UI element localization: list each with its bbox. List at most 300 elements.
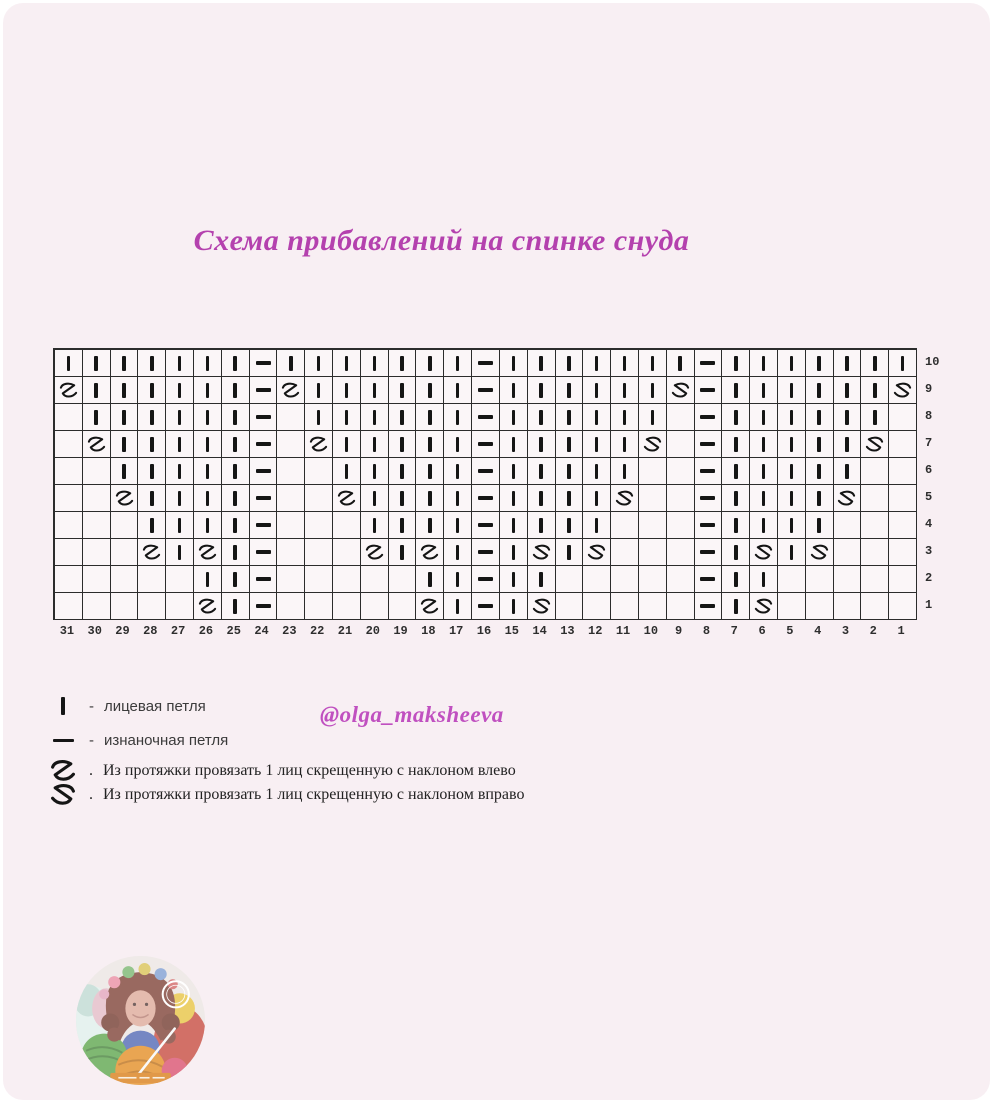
grid-cell: [556, 350, 584, 377]
column-number: 26: [198, 624, 214, 638]
grid-cell: [333, 593, 361, 620]
grid-cell: [667, 566, 695, 593]
grid-cell: [55, 404, 83, 431]
grid-cell: [806, 593, 834, 620]
column-number: 19: [393, 624, 408, 638]
knit-stitch-icon: [428, 410, 432, 425]
legend-item: [39, 782, 524, 808]
grid-cell: [778, 566, 806, 593]
grid-cell: [333, 377, 361, 404]
knit-stitch-icon: [94, 410, 98, 425]
grid-cell: [83, 539, 111, 566]
column-number: 9: [675, 624, 683, 638]
grid-cell: [444, 431, 472, 458]
knit-stitch-icon: [428, 518, 432, 533]
grid-cell: [333, 539, 361, 566]
knit-stitch-icon: [678, 356, 682, 371]
grid-cell: [250, 539, 278, 566]
grid-cell: [861, 404, 889, 431]
chart-grid: [53, 348, 917, 620]
grid-cell: [250, 404, 278, 431]
grid-cell: [750, 485, 778, 512]
grid-cell: [639, 593, 667, 620]
grid-cell: [55, 593, 83, 620]
grid-cell: [111, 404, 139, 431]
grid-cell: [166, 431, 194, 458]
knit-stitch-icon: [428, 383, 432, 398]
knit-stitch-icon: [567, 491, 571, 506]
grid-cell: [250, 350, 278, 377]
knit-stitch-icon: [178, 518, 182, 533]
purl-stitch-icon: [700, 415, 715, 419]
knit-stitch-icon: [150, 437, 154, 452]
purl-stitch-icon: [478, 361, 493, 365]
knit-stitch-icon: [428, 464, 432, 479]
grid-cell: [416, 350, 444, 377]
grid-cell: [166, 593, 194, 620]
knit-stitch-icon: [762, 356, 766, 371]
grid-cell: [861, 431, 889, 458]
grid-cell: [528, 566, 556, 593]
knit-stitch-icon: [539, 464, 543, 479]
knit-stitch-icon: [845, 356, 849, 371]
knit-stitch-icon: [595, 518, 599, 533]
grid-cell: [389, 350, 417, 377]
row-number: 9: [925, 381, 933, 396]
grid-cell: [528, 377, 556, 404]
grid-cell: [834, 377, 862, 404]
grid-cell: [583, 350, 611, 377]
grid-cell: [778, 485, 806, 512]
knit-stitch-icon: [845, 410, 849, 425]
knit-stitch-icon: [734, 410, 738, 425]
grid-cell: [889, 566, 917, 593]
knit-stitch-icon: [150, 410, 154, 425]
grid-cell: [416, 512, 444, 539]
grid-cell: [222, 431, 250, 458]
column-number: 17: [448, 624, 464, 638]
grid-cell: [806, 350, 834, 377]
knit-stitch-icon: [345, 383, 349, 398]
grid-cell: [695, 485, 723, 512]
grid-cell: [389, 431, 417, 458]
knit-stitch-icon: [734, 491, 738, 506]
knit-stitch-icon: [762, 410, 766, 425]
column-number: 3: [841, 624, 850, 638]
legend-icon-box: [39, 782, 87, 808]
grid-cell: [500, 485, 528, 512]
grid-cell: [639, 485, 667, 512]
grid-cell: [305, 593, 333, 620]
grid-cell: [361, 512, 389, 539]
knit-stitch-icon: [651, 410, 655, 425]
row-number: 7: [925, 435, 933, 450]
knit-stitch-icon: [345, 464, 349, 479]
knit-stitch-icon: [400, 383, 404, 398]
knit-stitch-icon: [428, 491, 432, 506]
knit-stitch-icon: [456, 491, 460, 506]
legend-label: Из протяжки провязать 1 лиц скрещенную с наклоном вправо: [103, 786, 525, 803]
grid-cell: [528, 458, 556, 485]
grid-cell: [194, 593, 222, 620]
grid-cell: [389, 485, 417, 512]
grid-cell: [861, 350, 889, 377]
grid-cell: [305, 458, 333, 485]
m1-right-icon: [531, 597, 552, 616]
m1-right-icon: [864, 435, 885, 454]
knit-stitch-icon: [734, 356, 738, 371]
grid-cell: [55, 566, 83, 593]
knit-stitch-icon: [595, 383, 599, 398]
grid-cell: [55, 512, 83, 539]
grid-cell: [138, 350, 166, 377]
grid-cell: [722, 485, 750, 512]
purl-stitch-icon: [256, 604, 271, 608]
grid-cell: [111, 512, 139, 539]
purl-stitch-icon: [700, 523, 715, 527]
purl-stitch-icon: [478, 523, 493, 527]
column-number: 24: [254, 624, 269, 638]
column-number: 30: [87, 624, 102, 638]
grid-cell: [722, 512, 750, 539]
grid-cell: [806, 458, 834, 485]
grid-cell: [472, 593, 500, 620]
grid-cell: [277, 512, 305, 539]
grid-cell: [889, 458, 917, 485]
knit-stitch-icon: [595, 437, 599, 452]
grid-cell: [750, 593, 778, 620]
column-number: 20: [365, 624, 380, 638]
grid-cell: [111, 431, 139, 458]
grid-cell: [639, 377, 667, 404]
knit-stitch-icon: [373, 383, 377, 398]
knit-stitch-icon: [845, 464, 849, 479]
grid-cell: [611, 431, 639, 458]
column-number: 25: [226, 624, 241, 638]
column-number: 23: [282, 624, 297, 638]
purl-stitch-icon: [700, 577, 715, 581]
knit-stitch-icon: [873, 383, 877, 398]
grid-cell: [472, 539, 500, 566]
grid-cell: [750, 512, 778, 539]
grid-cell: [556, 458, 584, 485]
grid-cell: [806, 404, 834, 431]
purl-stitch-icon: [256, 523, 271, 527]
knit-stitch-icon: [539, 410, 543, 425]
knit-stitch-icon: [567, 437, 571, 452]
knit-stitch-icon: [817, 437, 821, 452]
knit-stitch-icon: [790, 464, 794, 479]
grid-cell: [277, 350, 305, 377]
knit-stitch-icon: [206, 518, 210, 533]
grid-cell: [55, 485, 83, 512]
knit-stitch-icon: [317, 356, 321, 371]
knit-stitch-icon: [817, 518, 821, 533]
grid-cell: [583, 539, 611, 566]
grid-cell: [500, 539, 528, 566]
grid-cell: [611, 350, 639, 377]
grid-cell: [305, 377, 333, 404]
knit-stitch-icon: [206, 491, 210, 506]
grid-cell: [695, 566, 723, 593]
legend-separator: .: [89, 786, 93, 803]
grid-cell: [722, 404, 750, 431]
knit-stitch-icon: [428, 356, 432, 371]
knit-stitch-icon: [790, 545, 794, 560]
grid-cell: [806, 512, 834, 539]
column-number: 4: [814, 624, 822, 638]
knit-stitch-icon: [734, 383, 738, 398]
grid-cell: [83, 485, 111, 512]
legend-icon-box: [39, 739, 87, 743]
knit-stitch-icon: [512, 356, 516, 371]
grid-cell: [138, 539, 166, 566]
grid-cell: [834, 404, 862, 431]
knit-stitch-icon: [734, 437, 738, 452]
grid-cell: [305, 566, 333, 593]
grid-cell: [750, 350, 778, 377]
grid-cell: [528, 539, 556, 566]
knit-stitch-icon: [623, 356, 627, 371]
knit-stitch-icon: [456, 383, 460, 398]
grid-cell: [55, 377, 83, 404]
knit-stitch-icon: [734, 572, 738, 587]
knit-stitch-icon: [734, 545, 738, 560]
row-number: 5: [925, 489, 933, 504]
grid-cell: [500, 458, 528, 485]
grid-cell: [416, 404, 444, 431]
m1-left-icon: [280, 381, 301, 400]
grid-cell: [861, 485, 889, 512]
m1-left-icon: [114, 489, 135, 508]
knit-stitch-icon: [206, 464, 210, 479]
knit-stitch-icon: [762, 383, 766, 398]
grid-cell: [361, 593, 389, 620]
purl-stitch-icon: [700, 388, 715, 392]
grid-cell: [722, 458, 750, 485]
grid-cell: [722, 593, 750, 620]
m1-left-icon: [86, 435, 107, 454]
grid-cell: [389, 512, 417, 539]
grid-cell: [166, 458, 194, 485]
knit-stitch-icon: [623, 383, 627, 398]
knit-stitch-icon: [400, 545, 404, 560]
grid-cell: [389, 539, 417, 566]
knit-stitch-icon: [400, 464, 404, 479]
page-title: Схема прибавлений на спинке снуда: [193, 224, 690, 257]
purl-stitch-icon: [256, 577, 271, 581]
grid-cell: [778, 593, 806, 620]
grid-cell: [166, 404, 194, 431]
grid-cell: [583, 431, 611, 458]
purl-stitch-icon: [478, 604, 493, 608]
row-number: 8: [925, 408, 933, 423]
grid-cell: [416, 539, 444, 566]
column-number: 7: [730, 624, 738, 638]
knit-stitch-icon: [345, 356, 349, 371]
grid-cell: [222, 485, 250, 512]
grid-cell: [695, 458, 723, 485]
grid-cell: [695, 593, 723, 620]
grid-cell: [695, 431, 723, 458]
knit-stitch-icon: [790, 383, 794, 398]
purl-stitch-icon: [256, 388, 271, 392]
grid-cell: [528, 512, 556, 539]
grid-cell: [333, 512, 361, 539]
knit-stitch-icon: [456, 356, 460, 371]
grid-cell: [194, 539, 222, 566]
grid-cell: [83, 593, 111, 620]
grid-cell: [83, 566, 111, 593]
grid-cell: [250, 458, 278, 485]
grid-cell: [389, 593, 417, 620]
grid-cell: [722, 566, 750, 593]
row-numbers: [925, 348, 957, 618]
grid-cell: [138, 566, 166, 593]
purl-stitch-icon: [478, 469, 493, 473]
grid-cell: [556, 404, 584, 431]
grid-cell: [361, 485, 389, 512]
grid-cell: [277, 485, 305, 512]
m1-right-icon: [531, 543, 552, 562]
grid-cell: [472, 431, 500, 458]
knit-stitch-icon: [595, 356, 599, 371]
legend-separator: -: [89, 732, 94, 749]
m1-left-icon: [419, 543, 440, 562]
knit-stitch-icon: [233, 518, 237, 533]
grid-cell: [695, 350, 723, 377]
column-number: 11: [615, 624, 631, 638]
grid-cell: [750, 404, 778, 431]
grid-cell: [444, 485, 472, 512]
knit-stitch-icon: [178, 383, 182, 398]
grid-cell: [556, 485, 584, 512]
grid-cell: [389, 404, 417, 431]
grid-cell: [611, 593, 639, 620]
knit-stitch-icon: [178, 491, 182, 506]
legend-item: [39, 732, 228, 749]
knit-stitch-icon: [901, 356, 905, 371]
grid-cell: [472, 350, 500, 377]
column-number: 18: [421, 624, 436, 638]
grid-cell: [416, 593, 444, 620]
column-number: 6: [758, 624, 766, 638]
purl-stitch-icon: [700, 442, 715, 446]
grid-cell: [166, 512, 194, 539]
m1-left-icon: [364, 543, 385, 562]
grid-cell: [695, 512, 723, 539]
knit-stitch-icon: [817, 464, 821, 479]
column-number: 27: [170, 624, 186, 638]
knit-stitch-icon: [567, 545, 571, 560]
knit-stitch-icon: [178, 437, 182, 452]
column-number: 12: [588, 624, 603, 638]
knit-stitch-icon: [539, 491, 543, 506]
grid-cell: [305, 350, 333, 377]
grid-cell: [639, 350, 667, 377]
column-number: 10: [643, 624, 659, 638]
grid-cell: [889, 377, 917, 404]
knit-stitch-icon: [178, 410, 182, 425]
column-number: 31: [59, 624, 75, 638]
grid-cell: [444, 512, 472, 539]
knit-stitch-icon: [456, 437, 460, 452]
grid-cell: [472, 458, 500, 485]
page-background: [3, 3, 990, 1100]
knit-stitch-icon: [206, 572, 210, 587]
grid-cell: [583, 377, 611, 404]
knit-stitch-icon: [289, 356, 293, 371]
grid-cell: [750, 566, 778, 593]
grid-cell: [166, 539, 194, 566]
grid-cell: [222, 566, 250, 593]
grid-cell: [611, 377, 639, 404]
knit-stitch-icon: [456, 410, 460, 425]
knit-stitch-icon: [206, 383, 210, 398]
knit-stitch-icon: [790, 437, 794, 452]
knit-stitch-icon: [150, 356, 154, 371]
grid-cell: [361, 404, 389, 431]
knit-stitch-icon: [373, 410, 377, 425]
grid-cell: [500, 377, 528, 404]
instagram-handle: @olga_maksheeva: [320, 702, 504, 727]
grid-cell: [416, 566, 444, 593]
grid-cell: [444, 350, 472, 377]
knit-stitch-icon: [539, 437, 543, 452]
knit-stitch-icon: [623, 437, 627, 452]
grid-cell: [472, 404, 500, 431]
grid-cell: [305, 404, 333, 431]
column-number: 13: [560, 624, 575, 638]
grid-cell: [834, 512, 862, 539]
grid-cell: [472, 377, 500, 404]
grid-cell: [111, 593, 139, 620]
knit-stitch-icon: [345, 410, 349, 425]
column-numbers: [53, 624, 915, 638]
m1-left-icon: [419, 597, 440, 616]
avatar-photo: [76, 956, 205, 1085]
purl-stitch-icon: [256, 415, 271, 419]
grid-cell: [416, 485, 444, 512]
grid-cell: [639, 458, 667, 485]
grid-cell: [639, 539, 667, 566]
m1-right-icon: [642, 435, 663, 454]
legend-separator: .: [89, 762, 93, 779]
purl-stitch-icon: [478, 442, 493, 446]
m1-left-icon: [197, 597, 218, 616]
grid-cell: [416, 458, 444, 485]
grid-cell: [889, 431, 917, 458]
m1-right-icon: [670, 381, 691, 400]
knit-stitch-icon: [817, 383, 821, 398]
grid-cell: [194, 485, 222, 512]
knit-stitch-icon: [790, 518, 794, 533]
m1-left-icon: [308, 435, 329, 454]
legend-separator: -: [89, 697, 94, 715]
grid-cell: [250, 593, 278, 620]
knit-stitch-icon: [762, 437, 766, 452]
grid-cell: [222, 404, 250, 431]
grid-cell: [333, 485, 361, 512]
row-number: 1: [925, 597, 933, 612]
knit-stitch-icon: [233, 491, 237, 506]
grid-cell: [250, 485, 278, 512]
grid-cell: [528, 593, 556, 620]
column-number: 14: [532, 624, 547, 638]
knit-stitch-icon: [762, 464, 766, 479]
legend-label: Из протяжки провязать 1 лиц скрещенную с наклоном влево: [103, 762, 516, 779]
m1-right-icon: [586, 543, 607, 562]
